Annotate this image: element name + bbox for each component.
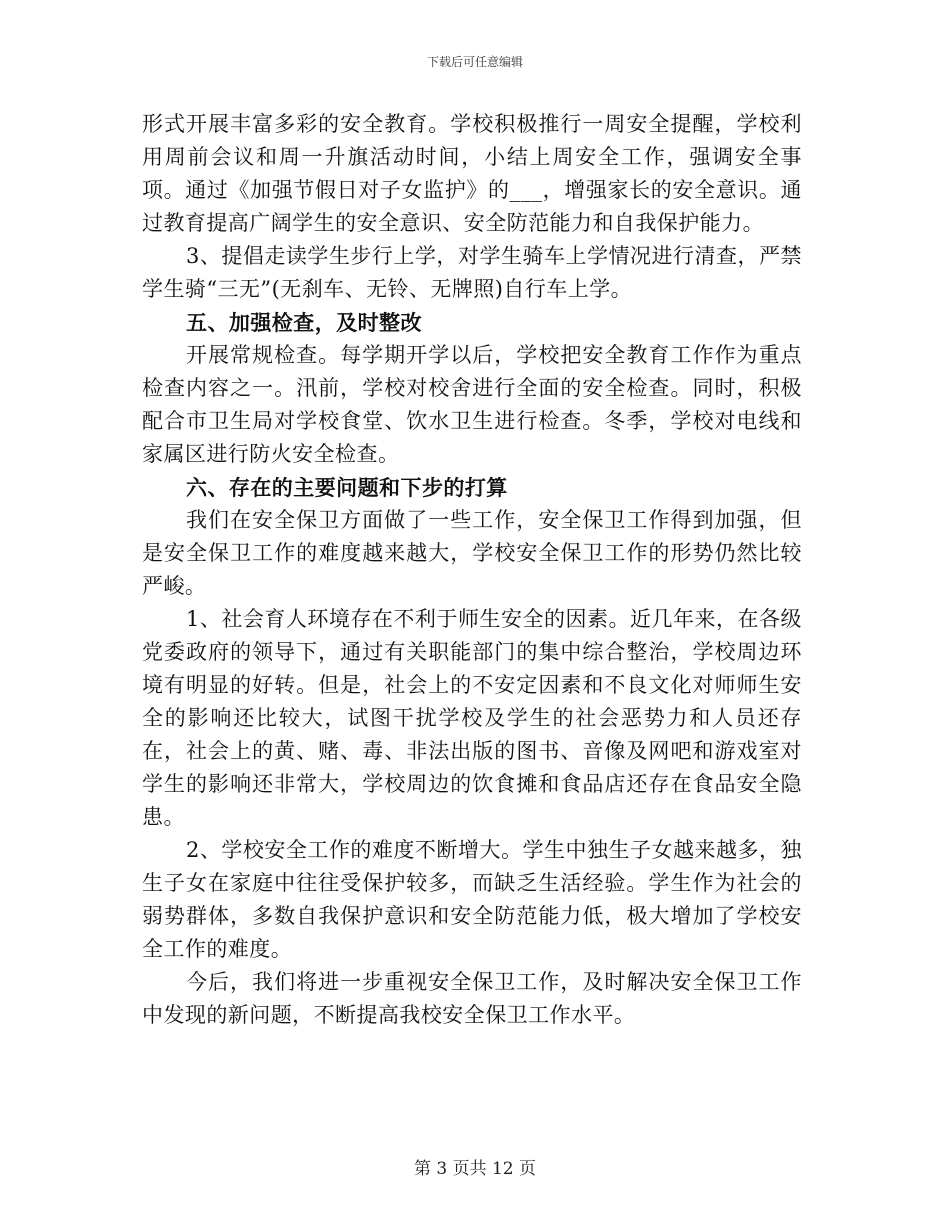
section-heading: 六、存在的主要问题和下步的打算 — [186, 475, 508, 500]
document-body — [142, 108, 802, 1032]
list-item-paragraph: 1、社会育人环境存在不利于师生安全的因素。近几年来，在各级党委政府的领导下，通过有关职能部门的集中综合整治，学校周边环境有明显的好转。但是，社会上的不安定因素和不良文化对师师生安全的影响还比较大，试图干扰学校及学生的社会恶势力和人员还存在，社会上的黄、赌、毒、非法出版的图书、音像及网吧和游戏室对学生的影响还非常大，学校周边的饮食摊和食品店还存在食品安全隐患。 — [142, 607, 802, 829]
page-header: 下载后可任意编辑 — [426, 55, 523, 69]
body-paragraph: 今后，我们将进一步重视安全保卫工作，及时解决安全保卫工作中发现的新问题，不断提高我校安全保卫工作水平。 — [142, 970, 802, 1027]
section-heading: 五、加强检查，及时整改 — [186, 310, 422, 335]
body-paragraph: 形式开展丰富多彩的安全教育。学校积极推行一周安全提醒，学校利用周前会议和周一升旗活动时间，小结上周安全工作，强调安全事项。通过《加强节假日对子女监护》的___，增强家长的安全意识。通过教育提高广阔学生的安全意识、安全防范能力和自我保护能力。 — [142, 112, 802, 235]
body-paragraph: 开展常规检查。每学期开学以后，学校把安全教育工作作为重点检查内容之一。汛前，学校对校舍进行全面的安全检查。同时，积极配合市卫生局对学校食堂、饮水卫生进行检查。冬季，学校对电线和家属区进行防火安全检查。 — [142, 343, 802, 466]
list-item-paragraph: 3、提倡走读学生步行上学，对学生骑车上学情况进行清查，严禁学生骑“三无”(无刹车、无铃、无牌照)自行车上学。 — [142, 244, 802, 301]
list-item-paragraph: 2、学校安全工作的难度不断增大。学生中独生子女越来越多，独生子女在家庭中往往受保护较多，而缺乏生活经验。学生作为社会的弱势群体，多数自我保护意识和安全防范能力低，极大增加了学校安全工作的难度。 — [142, 838, 802, 961]
body-paragraph: 我们在安全保卫方面做了一些工作，安全保卫工作得到加强，但是安全保卫工作的难度越来越大，学校安全保卫工作的形势仍然比较严峻。 — [142, 508, 802, 598]
page-number: 第 3 页共 12 页 — [413, 1159, 537, 1179]
